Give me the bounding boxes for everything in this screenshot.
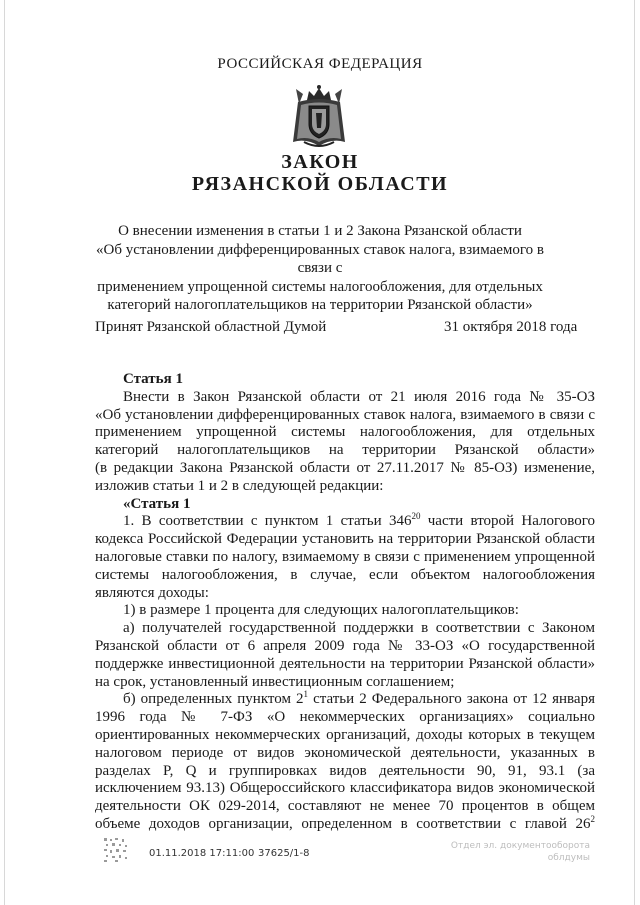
text-line: поддержке инвестиционной деятельности на территории Рязанской области» [95, 655, 595, 672]
text-line: исключением 93.13) Общероссийского классификатора видов экономической [95, 780, 595, 797]
law-subtitle [90, 222, 550, 315]
text-line: на срок, установленный инвестиционным соглашением; [95, 673, 455, 690]
text-line: 1) в размере 1 процента для следующих налогоплательщиков: [123, 602, 519, 619]
subtitle-line: применением упрощенной системы налогообложения, для отдельных [97, 278, 543, 295]
faint-stamp-line: Отдел эл. документооборота [450, 841, 590, 851]
law-region-title: РЯЗАНСКОЙ ОБЛАСТИ [191, 173, 449, 195]
text-line: категорий налогоплательщиков на территории Рязанской области» [95, 442, 595, 459]
article-body [95, 371, 595, 834]
subtitle-line: О внесении изменения в статьи 1 и 2 Закона Рязанской области [118, 223, 522, 239]
superscript: 20 [411, 511, 421, 522]
text-fragment: части второй Налогового [420, 513, 596, 530]
text-fragment: б) определенных пунктом 2 [123, 691, 304, 708]
text-line [95, 691, 595, 709]
text-line: изложив статьи 1 и 2 в следующей редакции: [95, 477, 384, 494]
coat-of-arms-icon [290, 84, 348, 150]
text-line: ориентированных некоммерческих организаций, доходы которых в текущем [95, 726, 595, 743]
text-line: Внести в Закон Рязанской области от 21 июля 2016 года № 35-ОЗ [123, 388, 595, 405]
text-line: системы налогообложения, в случае, если объектом налогообложения [95, 566, 595, 583]
federation-heading: РОССИЙСКАЯ ФЕДЕРАЦИЯ [217, 56, 423, 72]
registration-datetime: 01.11.2018 17:11:00 [149, 848, 255, 859]
text-line: 1996 года № 7-ФЗ «О некоммерческих организациях» социально [95, 709, 595, 726]
text-line [95, 813, 595, 834]
superscript: 1 [303, 689, 309, 700]
article-heading: Статья 1 [123, 371, 183, 387]
subtitle-line: категорий налогоплательщиков на территории Рязанской области» [107, 297, 533, 313]
barcode-stamp-icon [102, 836, 130, 864]
text-line [95, 513, 595, 531]
subtitle-line: «Об установлении дифференцированных ставок налога, взимаемого в связи с [95, 241, 544, 276]
text-line: кодекса Российской Федерации установить на территории Рязанской области [95, 531, 595, 548]
text-line: разделах P, Q и группировках видов деятельности 90, 91, 93.1 (за [95, 762, 595, 779]
adopted-by: Принят Рязанской областной Думой [95, 319, 327, 335]
faint-stamp-text [450, 840, 590, 864]
text-line: налоговые ставки по налогу, взимаемому в связи с применением упрощенной [95, 548, 595, 565]
superscript: 2 [590, 813, 595, 824]
text-fragment: 1. В соответствии с пунктом 1 статьи 346 [123, 513, 412, 530]
text-line: налоговом периоде от видов экономической деятельности, указанных в [95, 744, 595, 761]
text-fragment: статьи 2 Федерального закона от 12 января [308, 691, 595, 708]
scan-edge-right [634, 0, 635, 905]
text-line: деятельности ОК 029-2014, составляют не менее 70 процентов в общем [95, 798, 595, 815]
scan-edge-left [4, 0, 5, 905]
text-line: а) получателей государственной поддержки в соответствии с Законом [123, 620, 595, 637]
text-line: Рязанской области от 6 апреля 2009 года № 33-ОЗ «О государственной [95, 637, 595, 654]
registration-number: 37625/1-8 [258, 848, 310, 859]
law-title: ЗАКОН [281, 151, 359, 173]
quoted-article-heading: «Статья 1 [123, 495, 191, 512]
faint-stamp-line: облдумы [547, 853, 590, 863]
text-line: «Об установлении дифференцированных ставок налога, взимаемого в связи с [95, 406, 595, 423]
text-fragment: объеме доходов организации, определенном в соответствии с главой 26 [95, 815, 591, 832]
adopted-date: 31 октября 2018 года [444, 319, 578, 335]
text-line: (в редакции Закона Рязанской области от 27.11.2017 № 85-ОЗ) изменение, [95, 459, 595, 476]
text-line: применением упрощенной системы налогообложения, для отдельных [95, 424, 595, 441]
text-line: являются доходы: [95, 584, 209, 601]
